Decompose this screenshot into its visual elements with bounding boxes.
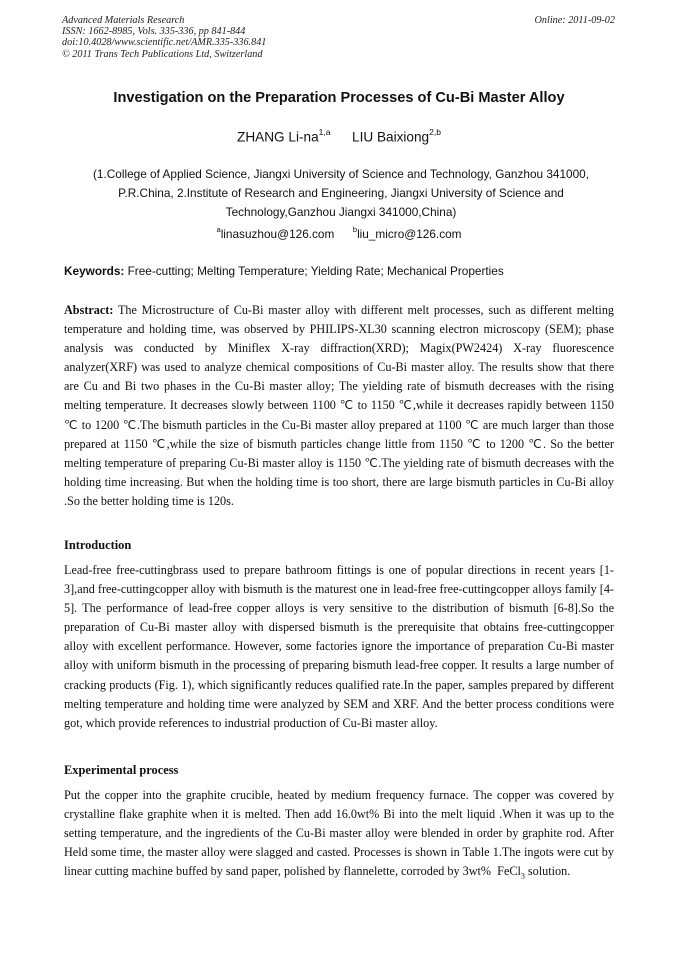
author-superscript: 1,a bbox=[318, 127, 331, 137]
doi-line: doi:10.4028/www.scientific.net/AMR.335-336.841 bbox=[62, 37, 267, 49]
journal-name: Advanced Materials Research bbox=[62, 15, 185, 26]
formula-main: FeCl bbox=[497, 864, 521, 879]
journal-header bbox=[62, 15, 266, 60]
copyright-line: © 2011 Trans Tech Publications Ltd, Switzerland bbox=[62, 48, 263, 60]
email-address: linasuzhou@126.com bbox=[220, 226, 335, 241]
experimental-heading: Experimental process bbox=[64, 763, 179, 777]
experimental-paragraph bbox=[64, 786, 614, 886]
introduction-heading: Introduction bbox=[64, 538, 132, 552]
abstract-text: The Microstructure of Cu-Bi master alloy with different melt processes, such as different melting temperature and holding time, was observed by PHILIPS-XL30 scanning electron microscopy (SEM); phase analysis was conducted by Miniflex X-ray diffraction(XRD); Magix(PW2424) X-ray fluorescence analyzer(XRF) was used to analyze chemical compositions of Cu-Bi master alloy. The results show that there are Cu and Bi two phases in the Cu-Bi master alloy; The yielding rate of bismuth decreases with the rising melting temperature. It decreases slowly between 1100 ℃ to 1150 ℃,while it decreases rapidly between 1150 ℃ to 1200 ℃.The bismuth particles in the Cu-Bi master alloy prepared at 1100 ℃ are much larger than those prepared at 1150 ℃,while the size of bismuth particles change little from 1150 ℃ to 1200 ℃. So the better melting temperature of preparing Cu-Bi master alloy is 1150 ℃.The yielding rate of bismuth decreases with the holding time increasing. But when the holding time is too short, there are large bismuth particles in Cu-Bi alloy .So the better holding time is 120s. bbox=[64, 303, 615, 508]
author-line bbox=[0, 128, 678, 145]
author-name: ZHANG Li-na bbox=[237, 129, 319, 145]
author-name: LIU Baixiong bbox=[352, 129, 430, 145]
email-line bbox=[0, 226, 678, 241]
experimental-text: Put the copper into the graphite crucible, heated by medium frequency furnace. The copper was covered by crystalline flake graphite when it is melted. Then add 16.0wt% Bi into the melt liquid .When it was up to the setting temperature, and the ingredients of the Cu-Bi master alloy were blended in order by graphite rod. After Held some time, the master alloy were slagged and casted. Processes is shown in Table 1.The ingots were cut by linear cutting machine buffed by sand paper, polished by flannelette, corroded by 3wt% bbox=[64, 788, 614, 879]
email-superscript: b bbox=[352, 225, 358, 234]
formula-subscript: 3 bbox=[520, 871, 525, 881]
issn-line: ISSN: 1662-8985, Vols. 335-336, pp 841-844 bbox=[62, 26, 246, 38]
online-date: Online: 2011-09-02 bbox=[534, 15, 615, 26]
affiliation: (1.College of Applied Science, Jiangxi University of Science and Technology, Ganzhou 341000, P.R.China, 2.Institute of Research and Engineering, Jiangxi University of Science and Technology,Ganzhou Jiangxi 341000,China) bbox=[93, 167, 589, 220]
abstract-label: Abstract: bbox=[64, 303, 114, 317]
keywords-text: Free-cutting; Melting Temperature; Yielding Rate; Mechanical Properties bbox=[127, 264, 504, 278]
abstract bbox=[64, 301, 614, 511]
keywords bbox=[64, 264, 616, 278]
author-superscript: 2,b bbox=[429, 127, 441, 137]
experimental-tail: solution. bbox=[524, 864, 571, 879]
email-superscript: a bbox=[216, 225, 221, 234]
email-address: liu_micro@126.com bbox=[357, 226, 462, 241]
introduction-text: Lead-free free-cuttingbrass used to prepare bathroom fittings is one of popular directions in recent years [1-3],and free-cuttingcopper alloy with bismuth is the maturest one in lead-free free-cuttingcopper alloys family [4-5]. The performance of lead-free copper alloys is very sensitive to the distribution of bismuth [6-8].So the preparation of Cu-Bi master alloy with dispersed bismuth is the prerequisite that obtains free-cuttingcopper alloy with excellent performance. However, some factories ignore the importance of preparation Cu-Bi master alloy with uniform bismuth in the processing of preparing bismuth lead-free copper. It results a large number of cracking products (Fig. 1), which significantly reduces qualified rate.In the paper, samples prepared by different melting temperature and holding time were analyzed by SEM and XRF. And the better process conditions were got, which provide references to industrial production of Cu-Bi master alloy. bbox=[64, 563, 614, 730]
keywords-label: Keywords: bbox=[64, 264, 125, 278]
paper-title: Investigation on the Preparation Processes of Cu-Bi Master Alloy bbox=[113, 90, 565, 106]
formula-fecl3 bbox=[497, 864, 525, 881]
